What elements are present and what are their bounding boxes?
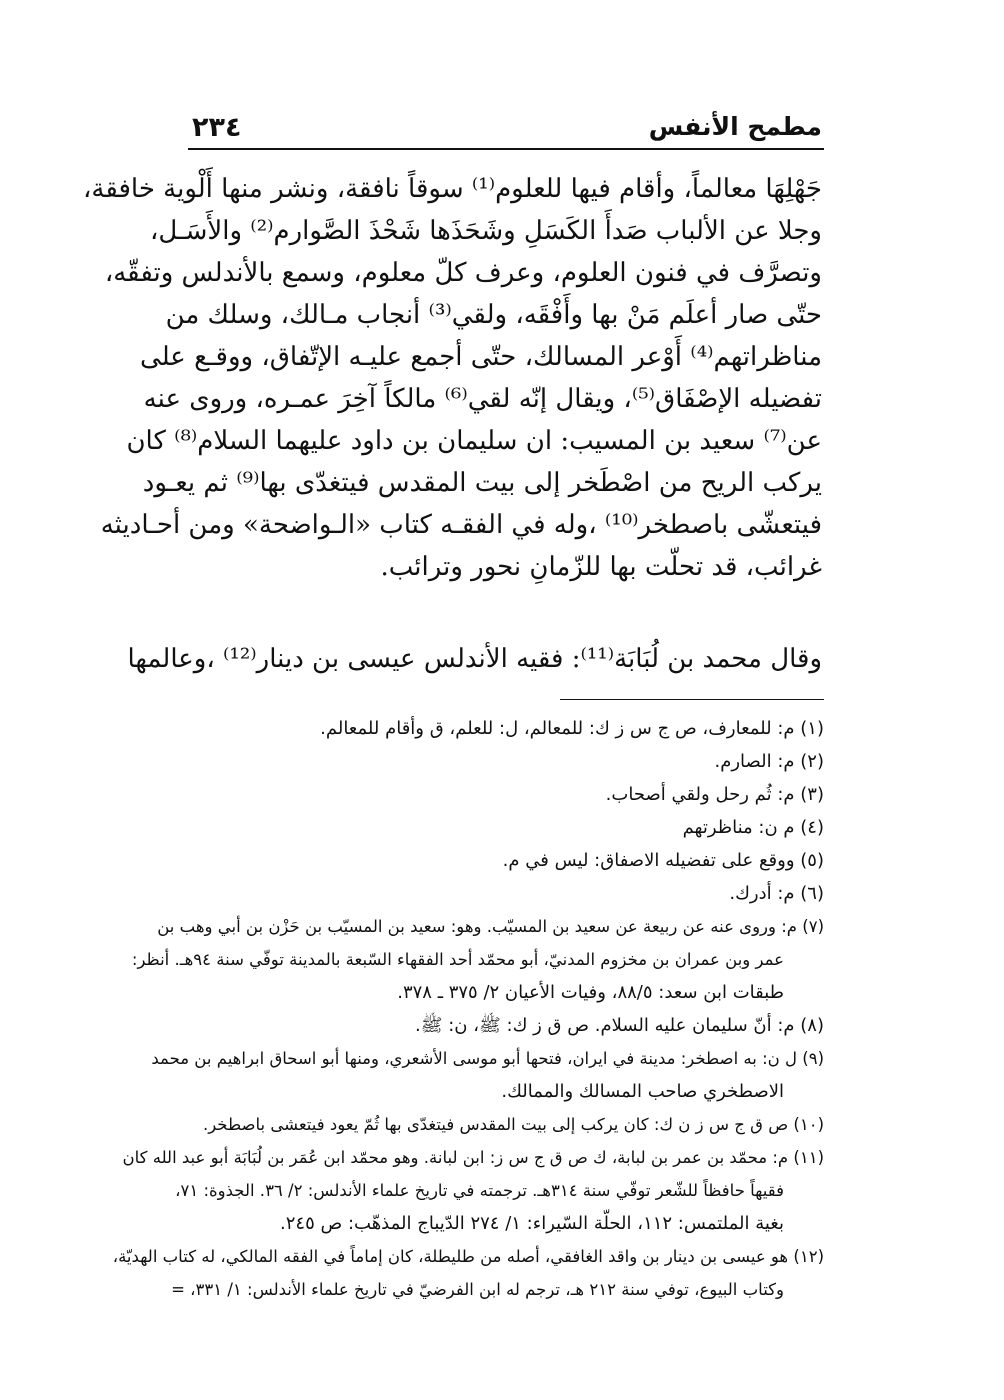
footnote-line: (٧) م: وروى عنه عن ربيعة عن سعيد بن المسيّب. وهو: سعيد بن المسيّب بن حَزْن بن أبي وهب بن [157, 917, 824, 936]
text-line: حتّى صار أعلَم مَنْ بها وأَفْقَه، ولقي⁽³⁾ أنجاب مـالك، وسلك من [165, 300, 822, 330]
footnote-line: وكتاب البيوع، توفي سنة ٢١٢ هـ، ترجم له ابن الفرضيّ في تاريخ علماء الأندلس: ١/ ٣٣١، = [171, 1280, 784, 1299]
text-line: عن⁽⁷⁾ سعيد بن المسيب: ان سليمان بن داود عليهما السلام⁽⁸⁾ كان [126, 426, 822, 456]
text-line: يركب الريح من اصْطَخر إلى بيت المقدس فيتغدّى بها⁽⁹⁾ ثم يعـود [142, 468, 822, 498]
footnote-line: (٨) م: أنّ سليمان عليه السلام. ص ق ز ك: ﷺ، ن: ﷺ. [415, 1015, 824, 1036]
text-line: مناظراتهم⁽⁴⁾ أَوْعر المسالك، حتّى أجمع عليـه الإتّفاق، ووقـع على [140, 342, 822, 372]
text-line: تفضيله الإصْفَاق⁽⁵⁾، ويقال إنّه لقي⁽⁶⁾ مالكاً آخِرَ عمـره، وروى عنه [143, 384, 822, 414]
footnote-line: بغية الملتمس: ١١٢، الحلّة السّيراء: ١/ ٢٧٤ الدّيباج المذهّب: ص ٢٤٥. [280, 1213, 784, 1234]
page-number: ٢٣٤ [192, 112, 242, 143]
header-rule [188, 148, 824, 150]
footnote-line: (١) م: للمعارف، ص ج س ز ك: للمعالم، ل: للعلم، ق وأقام للمعالم. [320, 718, 824, 739]
footnote-line: (٢) م: الصارم. [714, 751, 824, 772]
footnote-line: (٣) م: ثُم رحل ولقي أصحاب. [605, 784, 824, 805]
footnote-line: (٦) م: أدرك. [729, 883, 824, 904]
footnote-line: فقيهاً حافظاً للشّعر توفّي سنة ٣١٤هـ. ترجمته في تاريخ علماء الأندلس: ٢/ ٣٦. الجذوة: ٧١، [175, 1181, 784, 1200]
text-line: وجلا عن الألباب صَدأَ الكَسَلِ وشَحَذَها شَحْذَ الصَّوارم⁽²⁾ والأَسَـل، [149, 216, 822, 246]
text-line: جَهْلِهَا معالماً، وأقام فيها للعلوم⁽¹⁾ سوقاً نافقة، ونشر منها أَلْوية خافقة، [82, 174, 822, 204]
footnote-line: (٩) ل ن: به اصطخر: مدينة في ايران، فتحها أبو موسى الأشعري، ومنها أبو اسحاق ابراهيم بن محمد [151, 1049, 824, 1068]
footnote-line: طبقات ابن سعد: ٨٨/٥، وفيات الأعيان ٢/ ٣٧٥ ـ ٣٧٨. [397, 982, 784, 1003]
footnote-line: الاصطخري صاحب المسالك والممالك. [501, 1081, 784, 1102]
text-line: فيتعشّى باصطخر⁽¹⁰⁾ ،وله في الفقـه كتاب «الـواضحة» ومن أحـاديثه [100, 510, 822, 540]
footnote-line: (١١) م: محمّد بن عمر بن لبابة، ك ص ق ج س ز: ابن لبانة. وهو محمّد ابن عُمَر بن لُبَابَة أبو عبد الله كان [122, 1148, 824, 1167]
text-line: وتصرَّف في فنون العلوم، وعرف كلّ معلوم، وسمع بالأندلس وتفقّه، [104, 258, 822, 288]
running-title: مطمح الأنفس [648, 112, 822, 141]
main-text [82, 168, 822, 588]
footnote-line: (١٠) ص ق ج س ز ن ك: كان يركب إلى بيت المقدس فيتغدّى بها ثُمّ يعود فيتعشى باصطخر. [202, 1115, 824, 1134]
footnote-line: عمر وبن عمران بن مخزوم المدنيّ، أبو محمّد أحد الفقهاء السّبعة بالمدينة توفّي سنة ٩٤هـ. أنظر: [131, 950, 784, 969]
text-line: غرائب، قد تحلّت بها للزّمانِ نحور وترائب. [380, 552, 822, 582]
running-header [188, 108, 824, 148]
footnote-separator [560, 699, 824, 700]
text-line: وقال محمد بن لُبَابَة⁽¹¹⁾: فقيه الأندلس عيسى بن دينار⁽¹²⁾ ،وعالمها [127, 644, 822, 674]
footnotes [112, 712, 824, 1306]
footnote-line: (١٢) هو عيسى بن دينار بن واقد الغافقي، أصله من طليطلة، كان إماماً في الفقه المالكي، له كتاب الهديّة، [112, 1247, 824, 1266]
footnote-line: (٥) ووقع على تفضيله الاصفاق: ليس في م. [502, 850, 824, 871]
footnote-line: (٤) م ن: مناظرتهم [682, 817, 824, 838]
main-text-paragraph-2 [127, 638, 822, 680]
